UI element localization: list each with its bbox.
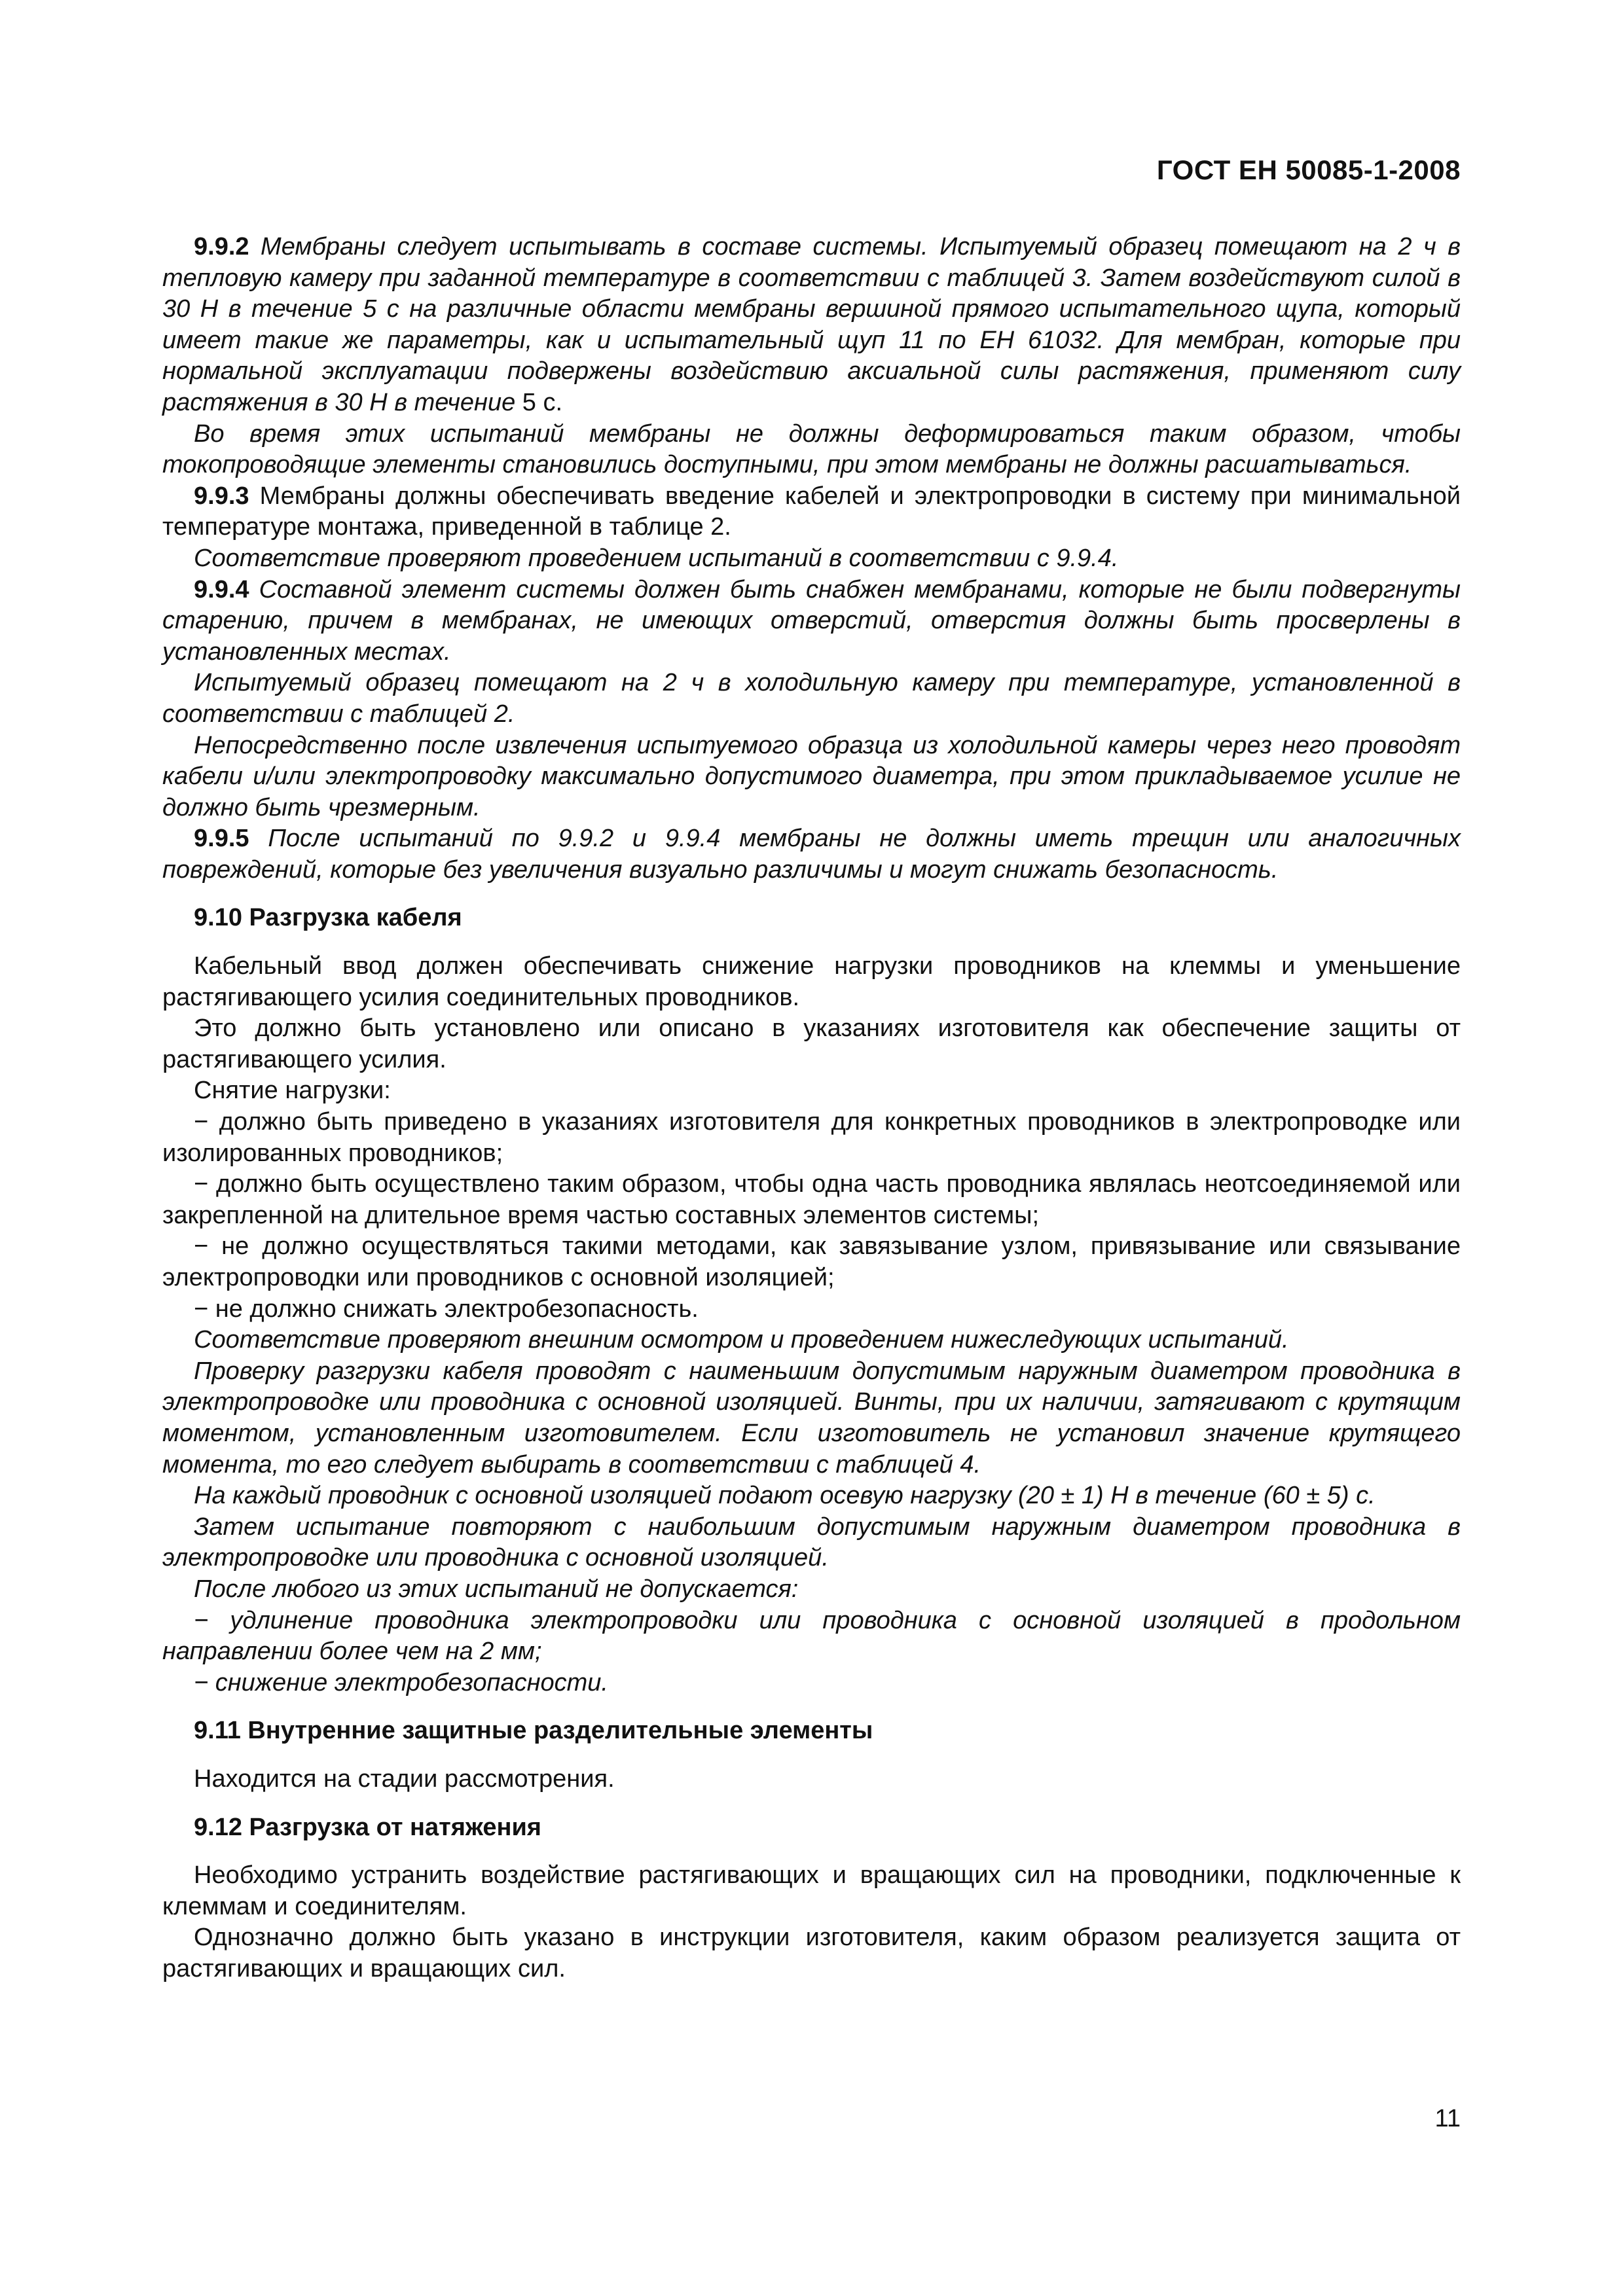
clause-9-9-4-test-step-2: Непосредственно после извлечения испытуемого образца из холодильной камеры через него проводят кабели и/или электропроводку максимально допустимого диаметра, при этом прикладываемое усилие не должно быть чрезмерным.	[162, 731, 1461, 821]
test-load-paragraph: На каждый проводник с основной изоляцией подают осевую нагрузку (20 ± 1) Н в течение (60 ± 5) с.	[194, 1482, 1376, 1510]
section-heading-9-12: 9.12 Разгрузка от натяжения	[194, 1813, 541, 1841]
document-code-header: ГОСТ ЕН 50085-1-2008	[1156, 154, 1461, 185]
clause-text: После испытаний по 9.9.2 и 9.9.4 мембраны не должны иметь трещин или аналогичных повреждений, которые без увеличения визуально различимы и могут снижать безопасность.	[162, 825, 1461, 884]
clause-9-9-3-compliance: Соответствие проверяют проведением испытаний в соответствии с 9.9.4.	[194, 544, 1119, 572]
clause-9-9-2-paragraph	[162, 232, 1461, 419]
test-repeat-paragraph: Затем испытание повторяют с наибольшим допустимым наружным диаметром проводника в электропроводке или проводника с основной изоляцией.	[162, 1513, 1461, 1572]
clause-9-9-4-test-step-1: Испытуемый образец помещают на 2 ч в холодильную камеру при температуре, установленной в соответствии с таблицей 2.	[162, 669, 1461, 728]
list-item: − должно быть приведено в указаниях изготовителя для конкретных проводников в электропроводке или изолированных проводников;	[162, 1108, 1461, 1167]
section-9-12-paragraph-1: Необходимо устранить воздействие растягивающих и вращающих сил на проводники, подключенные к клеммам и соединителям.	[162, 1861, 1461, 1920]
clause-number: 9.9.3	[194, 482, 249, 510]
clause-9-9-2-requirement: Во время этих испытаний мембраны не должны деформироваться таким образом, чтобы токопроводящие элементы становились доступными, при этом мембраны не должны расшатываться.	[162, 420, 1461, 479]
section-9-10-paragraph-2: Это должно быть установлено или описано в указаниях изготовителя как обеспечение защиты от растягивающего усилия.	[162, 1014, 1461, 1073]
clause-9-9-3-paragraph	[162, 481, 1461, 543]
section-9-10-paragraph-1: Кабельный ввод должен обеспечивать снижение нагрузки проводников на клеммы и уменьшение растягивающего усилия соединительных проводников.	[162, 952, 1461, 1011]
clause-text: Мембраны следует испытывать в составе системы. Испытуемый образец помещают на 2 ч в тепловую камеру при заданной температуре в соответствии с таблицей 3. Затем воздействуют силой в 30 Н в течение 5 с на различные области мембраны вершиной прямого испытательного щупа, который имеет такие же параметры, как и испытательный щуп 11 по ЕН 61032. Для мембран, которые при нормальной эксплуатации подвержены воздействию аксиальной силы растяжения, применяют силу растяжения в 30 Н в течение	[162, 233, 1461, 416]
test-procedure-paragraph: Проверку разгрузки кабеля проводят с наименьшим допустимым наружным диаметром проводника в электропроводке или проводника с основной изоляцией. Винты, при их наличии, затягивают с крутящим моментом, установленным изготовителем. Если изготовитель не установил значение крутящего момента, то его следует выбирать в соответствии с таблицей 4.	[162, 1357, 1461, 1479]
clause-text: Составной элемент системы должен быть снабжен мембранами, которые не были подвергнуты старению, причем в мембранах, не имеющих отверстий, отверстия должны быть просверлены в установленных местах.	[162, 575, 1461, 666]
list-item: − снижение электробезопасности.	[194, 1668, 608, 1696]
test-result-intro: После любого из этих испытаний не допускается:	[194, 1575, 799, 1603]
clause-text: Мембраны должны обеспечивать введение кабелей и электропроводки в систему при минимальной температуре монтажа, приведенной в таблице 2.	[162, 482, 1461, 541]
section-heading-9-10: 9.10 Разгрузка кабеля	[194, 904, 462, 932]
clause-text-end: 5 с.	[515, 388, 563, 416]
clause-9-9-4-paragraph	[162, 575, 1461, 668]
clause-number: 9.9.4	[194, 575, 249, 603]
document-body	[162, 232, 1461, 1984]
compliance-statement: Соответствие проверяют внешним осмотром и проведением нижеследующих испытаний.	[194, 1326, 1289, 1354]
list-item: − не должно осуществляться такими методами, как завязывание узлом, привязывание или связывание электропроводки или проводников с основной изоляцией;	[162, 1232, 1461, 1291]
page-number: 11	[1434, 2105, 1461, 2132]
section-9-10-paragraph-3: Снятие нагрузки:	[194, 1077, 391, 1105]
clause-number: 9.9.2	[194, 233, 249, 260]
list-item: − удлинение проводника электропроводки или проводника с основной изоляцией в продольном направлении более чем на 2 мм;	[162, 1606, 1461, 1666]
list-item: − должно быть осуществлено таким образом, чтобы одна часть проводника являлась неотсоединяемой или закрепленной на длительное время частью составных элементов системы;	[162, 1170, 1461, 1229]
section-heading-9-11: 9.11 Внутренние защитные разделительные элементы	[194, 1717, 873, 1745]
clause-number: 9.9.5	[194, 825, 249, 853]
list-item: − не должно снижать электробезопасность.	[194, 1295, 699, 1323]
section-9-12-paragraph-2: Однозначно должно быть указано в инструкции изготовителя, каким образом реализуется защита от растягивающих и вращающих сил.	[162, 1924, 1461, 1982]
section-9-11-paragraph: Находится на стадии рассмотрения.	[194, 1765, 615, 1793]
clause-9-9-5-paragraph	[162, 823, 1461, 886]
